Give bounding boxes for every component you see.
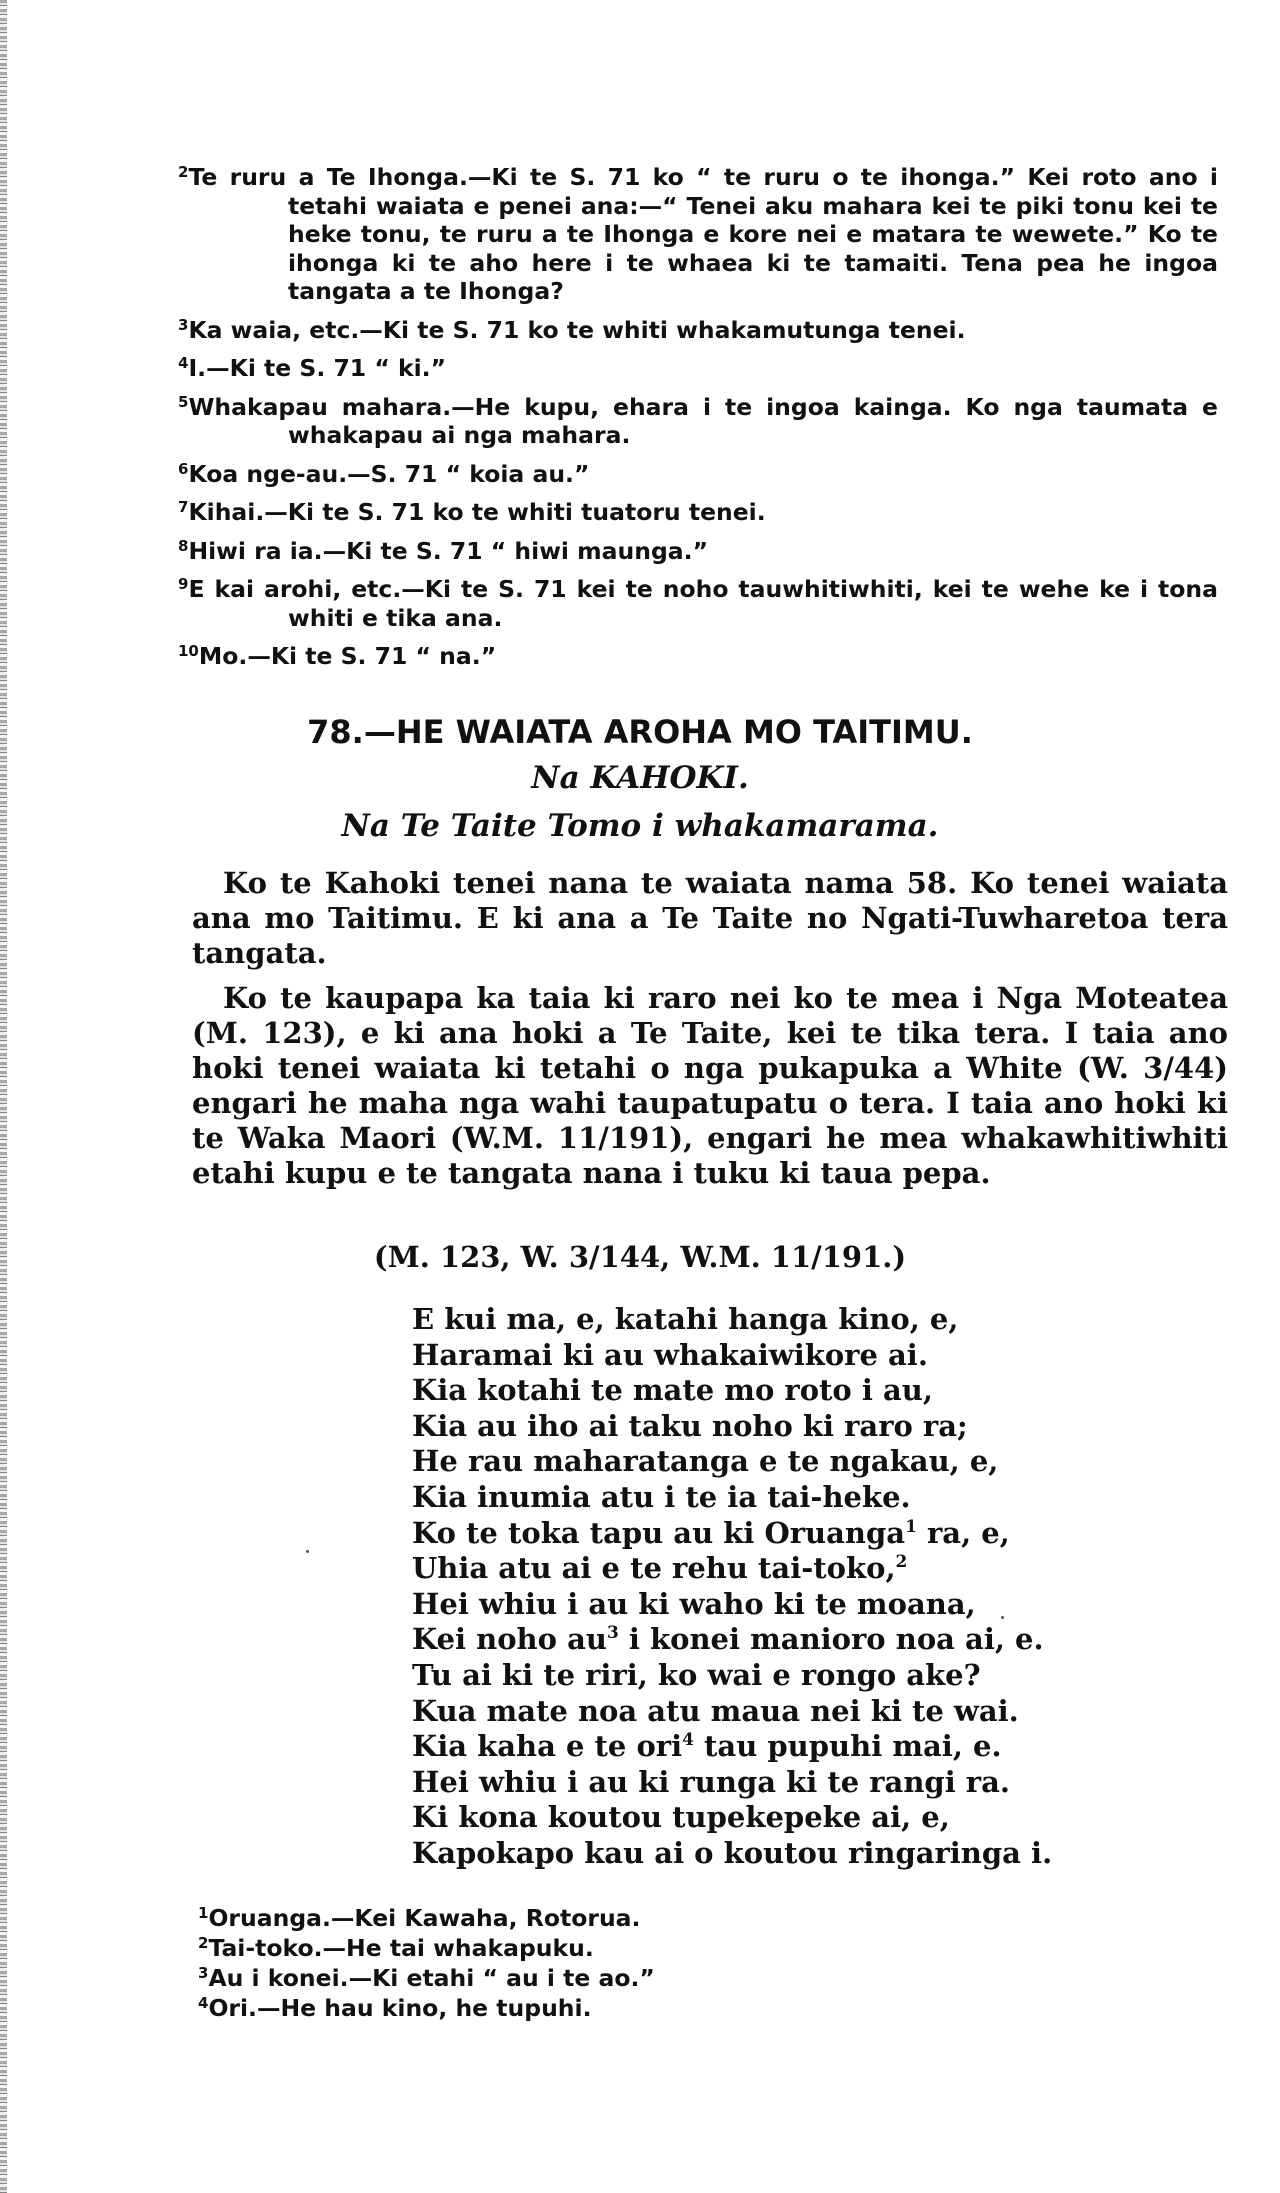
lyric-line: Uhia atu ai e te rehu tai-toko,$^2$ <box>412 1551 908 1586</box>
footnote-marker: 4 <box>682 1730 694 1751</box>
lyric-line: Tu ai ki te riri, ko wai e rongo ake? <box>412 1657 981 1692</box>
intro-paragraph: Ko te Kahoki tenei nana te waiata nama 58. Ko tenei waiata ana mo Taitimu. E ki ana a Te Taite no Ngati-Tuwharetoa tera tangata. <box>192 866 1228 970</box>
song-title: 78.—HE WAIATA AROHA MO TAITIMU. <box>307 713 973 751</box>
song-introduction <box>192 866 1228 1201</box>
source-references: (M. 123, W. 3/144, W.M. 11/191.) <box>373 1240 907 1274</box>
song-footnotes <box>198 1903 1098 2023</box>
footnote-number: 3 <box>198 1964 209 1982</box>
scan-page-edge <box>0 0 7 2193</box>
note-7: $^7$Kihai.—Ki te S. 71 ko te whiti tuatoru tenei. <box>178 498 766 526</box>
footnote: $^3$Au i konei.—Ki etahi “ au i te ao.” <box>198 1964 655 1992</box>
footnote: $^4$Ori.—He hau kino, he tupuhi. <box>198 1994 592 2022</box>
footnote: $^1$Oruanga.—Kei Kawaha, Rotorua. <box>198 1904 641 1932</box>
lyric-line: Kei noho $au^3$ i konei manioro noa ai, e. <box>412 1622 1044 1657</box>
intro-paragraph: Ko te kaupapa ka taia ki raro nei ko te mea i Nga Moteatea (M. 123), e ki ana hoki a Te Taite, kei te tika tera. I taia ano hoki tenei waiata ki tetahi o nga pukapuka a White (W. 3/44) engari he maha nga wahi taupatupatu o tera. I taia ano hoki ki te Waka Maori (W.M. 11/191), engari he mea whakawhitiwhiti etahi kupu e te tangata nana i tuku ki taua pepa. <box>192 981 1228 1190</box>
lyric-line: Kia kotahi te mate mo roto i au, <box>412 1373 933 1408</box>
note-3: $^3$Ka waia, etc.—Ki te S. 71 ko te whiti whakamutunga tenei. <box>178 315 966 344</box>
note-6: $^6$Koa nge-au.—S. 71 “ koia au.” <box>178 459 590 488</box>
song-explainer: Na Te Taite Tomo i whakamarama. <box>341 808 939 844</box>
lyric-line: Kapokapo kau ai o koutou ringaringa i. <box>412 1835 1053 1870</box>
previous-song-notes <box>178 163 1218 681</box>
footnote-number: 1 <box>198 1904 209 1922</box>
footnote-number: 2 <box>198 1934 209 1952</box>
lyric-line: Ko te toka tapu au ki Oruanga$^1$ ra, e, <box>412 1515 1010 1550</box>
note-10: $^{10}$Mo.—Ki te S. 71 “ na.” <box>178 642 497 670</box>
note-5: $^5$Whakapau mahara.—He kupu, ehara i te ingoa kainga. Ko nga taumata e whakapau ai nga mahara. <box>178 392 1218 449</box>
song-author: Na KAHOKI. <box>531 760 749 796</box>
footnote-marker: 1 <box>905 1516 917 1537</box>
scan-speck <box>1001 1616 1004 1619</box>
note-9: $^9$E kai arohi, etc.—Ki te S. 71 kei te noho tauwhitiwhiti, kei te wehe ke i tona whiti e tika ana. <box>178 575 1218 632</box>
note-2: $^2$Te ruru a Te Ihonga.—Ki te S. 71 ko “ te ruru o te ihonga.” Kei roto ano i tetahi waiata e penei ana:—“ Tenei aku mahara kei te piki tonu kei te heke tonu, te ruru a te Ihonga e kore nei e matara te wewete.” Ko te ihonga ki te aho here i te whaea ki te tamaiti. Tena pea he ingoa tangata a te Ihonga? <box>178 163 1218 305</box>
footnote-number: 4 <box>198 1994 209 2012</box>
lyric-line: Hei whiu i au ki runga ki te rangi ra. <box>412 1764 1010 1799</box>
note-8: $^8$Hiwi ra ia.—Ki te S. 71 “ hiwi maunga.” <box>178 536 709 565</box>
footnote-marker: 2 <box>895 1552 908 1573</box>
lyric-line: He rau maharatanga e te ngakau, e, <box>412 1444 999 1479</box>
footnote: $^2$Tai-toko.—He tai whakapuku. <box>198 1934 594 1962</box>
lyric-line: Kia inumia atu i te ia tai-heke. <box>412 1479 911 1514</box>
lyric-line: Haramai ki au whakaiwikore ai. <box>412 1337 928 1372</box>
lyric-line: Kia au iho ai taku noho ki raro ra; <box>412 1408 968 1443</box>
footnote-marker: 3 <box>606 1623 619 1644</box>
lyric-line: Kua mate noa atu maua nei ki te wai. <box>412 1693 1019 1728</box>
lyric-line: Ki kona koutou tupekepeke ai, e, <box>412 1800 950 1835</box>
lyric-line: Kia kaha e te ori$^4$ tau pupuhi mai, e. <box>412 1729 1002 1764</box>
lyric-line: E kui ma, e, katahi hanga kino, e, <box>412 1302 959 1336</box>
song-lyrics <box>412 1302 1212 1872</box>
scan-speck <box>306 1550 309 1553</box>
note-4: $^4$I.—Ki te S. 71 “ ki.” <box>178 354 447 382</box>
lyric-line: Hei whiu i au ki waho ki te moana, <box>412 1586 976 1621</box>
